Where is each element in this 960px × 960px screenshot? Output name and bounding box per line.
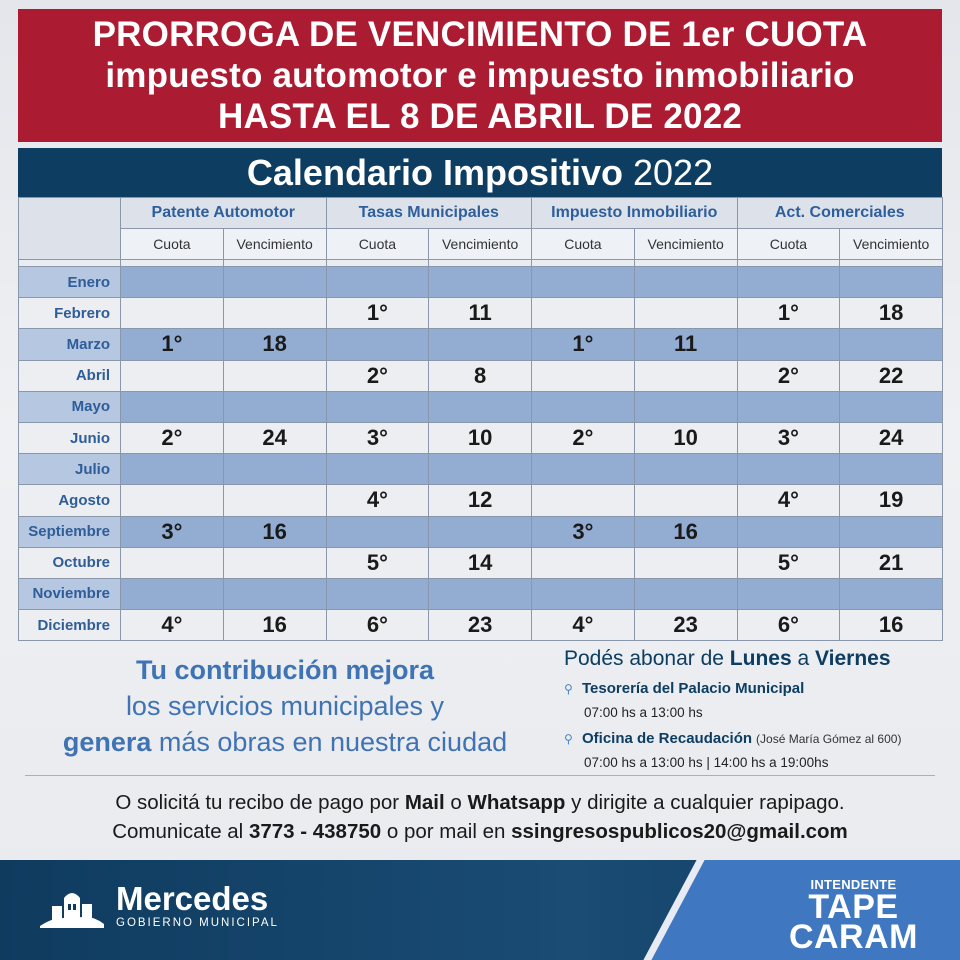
- month-label: Julio: [19, 454, 121, 485]
- month-label: Enero: [19, 267, 121, 298]
- divider: [25, 775, 935, 776]
- cuota-cell: [121, 485, 224, 516]
- cuota-cell: [121, 298, 224, 329]
- vencimiento-cell: [634, 391, 737, 422]
- table-row: [19, 547, 943, 578]
- vencimiento-cell: [223, 360, 326, 391]
- banner-line-2: impuesto automotor e impuesto inmobiliario: [105, 56, 855, 95]
- intendente-badge: [788, 877, 918, 956]
- table-row: [19, 298, 943, 329]
- cuota-cell: [737, 578, 840, 609]
- payment-days-connector: a: [791, 647, 815, 670]
- month-label: Agosto: [19, 485, 121, 516]
- cuota-cell: 2°: [121, 422, 224, 453]
- cuota-cell: [532, 578, 635, 609]
- cuota-cell: [121, 360, 224, 391]
- cuota-cell: [532, 454, 635, 485]
- slogan: [20, 652, 550, 760]
- sub-header-vencimiento: Vencimiento: [840, 229, 943, 260]
- sub-header-vencimiento: Vencimiento: [634, 229, 737, 260]
- cuota-cell: 6°: [326, 610, 429, 641]
- cuota-cell: [326, 454, 429, 485]
- cuota-cell: 5°: [326, 547, 429, 578]
- cuota-cell: [737, 516, 840, 547]
- location-name: Oficina de Recaudación: [582, 730, 753, 747]
- vencimiento-cell: [634, 578, 737, 609]
- cuota-cell: 1°: [737, 298, 840, 329]
- vencimiento-cell: 10: [634, 422, 737, 453]
- vencimiento-cell: [840, 516, 943, 547]
- cuota-cell: [121, 267, 224, 298]
- vencimiento-cell: [223, 547, 326, 578]
- contact-line-2: [0, 817, 960, 846]
- payment-days-text: Podés abonar de: [564, 647, 730, 670]
- location-tesoreria: [564, 679, 944, 723]
- vencimiento-cell: [840, 391, 943, 422]
- slogan-line-3-rest: más obras en nuestra ciudad: [151, 727, 508, 757]
- location-address: (José María Gómez al 600): [756, 732, 902, 746]
- intendente-label: INTENDENTE: [810, 877, 897, 892]
- group-header-row: [19, 198, 943, 229]
- contact-info: [0, 788, 960, 846]
- vencimiento-cell: 24: [840, 422, 943, 453]
- vencimiento-cell: [223, 454, 326, 485]
- vencimiento-cell: [429, 454, 532, 485]
- cuota-cell: [326, 578, 429, 609]
- vencimiento-cell: [634, 454, 737, 485]
- cuota-cell: 3°: [326, 422, 429, 453]
- cuota-cell: [737, 454, 840, 485]
- group-header: Impuesto Inmobiliario: [532, 198, 738, 229]
- tax-calendar-table: [18, 197, 943, 641]
- table-row: [19, 578, 943, 609]
- cuota-cell: 4°: [326, 485, 429, 516]
- mercedes-logo: [38, 882, 279, 930]
- cuota-cell: 3°: [532, 516, 635, 547]
- cuota-cell: 4°: [121, 610, 224, 641]
- location-hours: 07:00 hs a 13:00 hs: [584, 705, 703, 720]
- banner-line-1: PRORROGA DE VENCIMIENTO DE 1er CUOTA: [92, 15, 868, 54]
- sub-header-vencimiento: Vencimiento: [429, 229, 532, 260]
- month-label: Diciembre: [19, 610, 121, 641]
- cuota-cell: 5°: [737, 547, 840, 578]
- vencimiento-cell: 12: [429, 485, 532, 516]
- vencimiento-cell: [223, 298, 326, 329]
- month-label: Marzo: [19, 329, 121, 360]
- payment-info: [564, 645, 944, 773]
- payment-days: [564, 645, 944, 673]
- vencimiento-cell: [634, 298, 737, 329]
- vencimiento-cell: [840, 329, 943, 360]
- vencimiento-cell: 23: [429, 610, 532, 641]
- vencimiento-cell: [634, 360, 737, 391]
- payment-days-to: Viernes: [815, 647, 891, 670]
- group-header: Tasas Municipales: [326, 198, 532, 229]
- cuota-cell: [532, 485, 635, 516]
- location-hours: 07:00 hs a 13:00 hs | 14:00 hs a 19:00hs: [584, 755, 829, 770]
- month-label: Abril: [19, 360, 121, 391]
- vencimiento-cell: [429, 267, 532, 298]
- banner-line-3: HASTA EL 8 DE ABRIL DE 2022: [217, 97, 743, 136]
- cuota-cell: [121, 391, 224, 422]
- vencimiento-cell: 16: [223, 610, 326, 641]
- contact-text: o: [444, 791, 468, 814]
- cuota-cell: 3°: [121, 516, 224, 547]
- footer: [0, 860, 960, 960]
- logo-subtitle: GOBIERNO MUNICIPAL: [116, 917, 279, 929]
- sub-header-vencimiento: Vencimiento: [223, 229, 326, 260]
- cuota-cell: [737, 391, 840, 422]
- vencimiento-cell: [634, 485, 737, 516]
- location-name: Tesorería del Palacio Municipal: [582, 680, 805, 697]
- vencimiento-cell: 19: [840, 485, 943, 516]
- slogan-line-3-bold: genera: [62, 727, 152, 757]
- vencimiento-cell: 22: [840, 360, 943, 391]
- map-pin-icon: ⚲: [564, 732, 573, 746]
- vencimiento-cell: 8: [429, 360, 532, 391]
- month-label: Junio: [19, 422, 121, 453]
- vencimiento-cell: 16: [223, 516, 326, 547]
- cuota-cell: 6°: [737, 610, 840, 641]
- map-pin-icon: ⚲: [564, 682, 573, 696]
- building-icon: [38, 884, 106, 930]
- banner: [18, 9, 942, 142]
- intendente-name-2: CARAM: [788, 918, 918, 956]
- cuota-cell: [532, 547, 635, 578]
- sub-header-cuota: Cuota: [737, 229, 840, 260]
- cuota-cell: [532, 360, 635, 391]
- contact-whatsapp: Whatsapp: [467, 791, 566, 814]
- vencimiento-cell: 24: [223, 422, 326, 453]
- contact-line-1: [0, 788, 960, 817]
- month-label: Octubre: [19, 547, 121, 578]
- cuota-cell: [121, 578, 224, 609]
- table-row: [19, 329, 943, 360]
- table-row: [19, 485, 943, 516]
- cuota-cell: [326, 391, 429, 422]
- vencimiento-cell: [223, 391, 326, 422]
- cuota-cell: 2°: [326, 360, 429, 391]
- contact-phone: 3773 - 438750: [248, 820, 382, 843]
- vencimiento-cell: 23: [634, 610, 737, 641]
- cuota-cell: [121, 547, 224, 578]
- calendar-title-text: Calendario Impositivo: [246, 152, 623, 193]
- contact-mail: Mail: [404, 791, 445, 814]
- cuota-cell: [326, 516, 429, 547]
- cuota-cell: 3°: [737, 422, 840, 453]
- vencimiento-cell: [634, 267, 737, 298]
- vencimiento-cell: 18: [840, 298, 943, 329]
- cuota-cell: 1°: [121, 329, 224, 360]
- sub-header-row: [19, 229, 943, 260]
- cuota-cell: [532, 391, 635, 422]
- vencimiento-cell: 10: [429, 422, 532, 453]
- vencimiento-cell: 14: [429, 547, 532, 578]
- contact-text: o por mail en: [381, 820, 512, 843]
- cuota-cell: [737, 267, 840, 298]
- cuota-cell: [532, 298, 635, 329]
- slogan-line-1: Tu contribución mejora: [135, 655, 434, 685]
- sub-header-cuota: Cuota: [326, 229, 429, 260]
- contact-text: O solicitá tu recibo de pago por: [115, 791, 405, 814]
- vencimiento-cell: [840, 454, 943, 485]
- vencimiento-cell: 21: [840, 547, 943, 578]
- month-label: Septiembre: [19, 516, 121, 547]
- group-header: Patente Automotor: [121, 198, 327, 229]
- contact-text: y dirigite a cualquier rapipago.: [565, 791, 845, 814]
- month-label: Febrero: [19, 298, 121, 329]
- cuota-cell: [121, 454, 224, 485]
- cuota-cell: 4°: [737, 485, 840, 516]
- vencimiento-cell: [429, 329, 532, 360]
- group-header: Act. Comerciales: [737, 198, 943, 229]
- cuota-cell: 1°: [532, 329, 635, 360]
- calendar-title-year: 2022: [633, 152, 714, 193]
- table-row: [19, 610, 943, 641]
- vencimiento-cell: 18: [223, 329, 326, 360]
- table-row: [19, 391, 943, 422]
- cuota-cell: [737, 329, 840, 360]
- logo-title: Mercedes: [116, 880, 269, 917]
- cuota-cell: 1°: [326, 298, 429, 329]
- sub-header-cuota: Cuota: [532, 229, 635, 260]
- contact-email: ssingresospublicos20@gmail.com: [511, 820, 848, 843]
- intendente-name-1: TAPE: [808, 888, 899, 926]
- sub-header-cuota: Cuota: [121, 229, 224, 260]
- vencimiento-cell: 16: [840, 610, 943, 641]
- vencimiento-cell: [429, 391, 532, 422]
- cuota-cell: [326, 329, 429, 360]
- spacer-row: [19, 260, 943, 267]
- vencimiento-cell: 11: [634, 329, 737, 360]
- cuota-cell: 2°: [532, 422, 635, 453]
- contact-text: Comunicate al: [112, 820, 249, 843]
- vencimiento-cell: [840, 267, 943, 298]
- month-label: Mayo: [19, 391, 121, 422]
- slogan-line-2: los servicios municipales y: [125, 691, 445, 721]
- table-row: [19, 422, 943, 453]
- table-row: [19, 516, 943, 547]
- cuota-cell: 4°: [532, 610, 635, 641]
- vencimiento-cell: [429, 578, 532, 609]
- table-row: [19, 267, 943, 298]
- cuota-cell: [326, 267, 429, 298]
- month-label: Noviembre: [19, 578, 121, 609]
- vencimiento-cell: [223, 267, 326, 298]
- payment-days-from: Lunes: [729, 647, 792, 670]
- cuota-cell: 2°: [737, 360, 840, 391]
- vencimiento-cell: 16: [634, 516, 737, 547]
- location-recaudacion: [564, 729, 944, 773]
- vencimiento-cell: [223, 485, 326, 516]
- calendar-title: [18, 148, 942, 197]
- table-row: [19, 360, 943, 391]
- corner-cell: [19, 198, 121, 260]
- vencimiento-cell: [634, 547, 737, 578]
- vencimiento-cell: [223, 578, 326, 609]
- vencimiento-cell: [840, 578, 943, 609]
- vencimiento-cell: 11: [429, 298, 532, 329]
- table-row: [19, 454, 943, 485]
- vencimiento-cell: [429, 516, 532, 547]
- cuota-cell: [532, 267, 635, 298]
